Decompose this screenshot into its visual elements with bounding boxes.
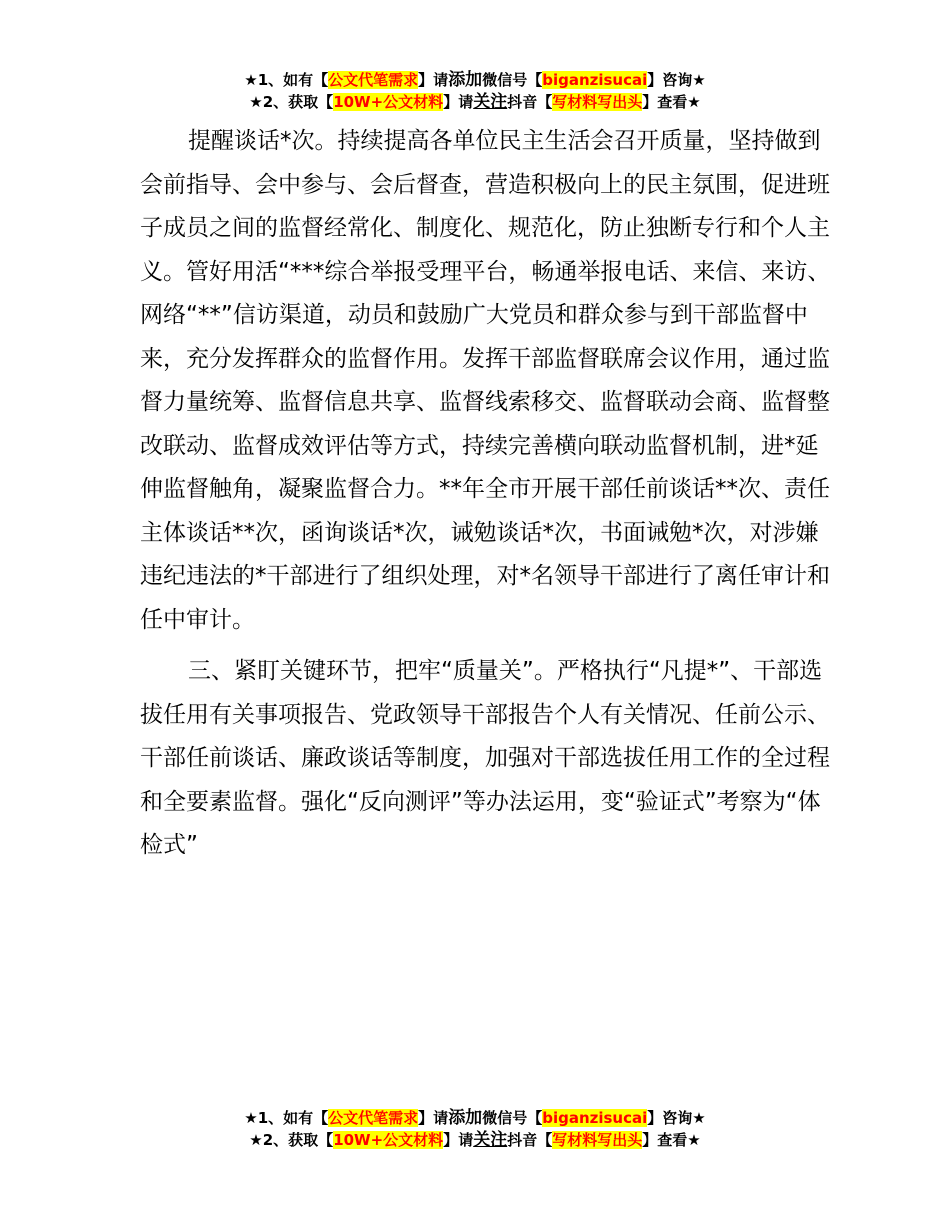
- header-line-2: [0, 91, 950, 113]
- footer-line-2-mid2: 抖音【: [507, 1131, 553, 1149]
- document-body: [140, 120, 840, 868]
- footer-line-1-mid1: 】请: [418, 1109, 449, 1127]
- footer-line-2-suffix: 】查看★: [642, 1131, 701, 1149]
- footer-line-1-emph: 添加: [448, 1108, 483, 1128]
- footer-line-1-highlight-wechat: biganzisucai: [542, 1109, 648, 1127]
- body-paragraph-2: 三、紧盯关键环节，把牢“质量关”。严格执行“凡提*”、干部选拔任用有关事项报告、党政领导干部报告个人有关情况、任前公示、干部任前谈话、廉政谈话等制度，加强对干部选拔任用工作的全过程和全要素监督。强化“反向测评”等办法运用，变“验证式”考察为“体检式”: [140, 658, 830, 858]
- header-line-2-mid2: 抖音【: [507, 93, 553, 111]
- footer-line-1-prefix: ★1、如有【: [244, 1109, 329, 1127]
- body-paragraph-1: 提醒谈话*次。持续提高各单位民主生活会召开质量，坚持做到会前指导、会中参与、会后督查，营造积极向上的民主氛围，促进班子成员之间的监督经常化、制度化、规范化，防止独断专行和个人主义。管好用活“***综合举报受理平台，畅通举报电话、来信、来访、网络“**”信访渠道，动员和鼓励广大党员和群众参与到干部监督中来，充分发挥群众的监督作用。发挥干部监督联席会议作用，通过监督力量统筹、监督信息共享、监督线索移交、监督联动会商、监督整改联动、监督成效评估等方式，持续完善横向联动监督机制，进*延伸监督触角，凝聚监督合力。**年全市开展干部任前谈话**次、责任主体谈话**次，函询谈话*次，诫勉谈话*次，书面诫勉*次，对涉嫌违纪违法的*干部进行了组织处理，对*名领导干部进行了离任审计和任中审计。: [140, 128, 831, 633]
- header-line-2-prefix: ★2、获取【: [249, 93, 334, 111]
- footer-line-1-suffix: 】咨询★: [647, 1109, 706, 1127]
- footer-line-2-highlight-douyin: 写材料写出头: [552, 1131, 643, 1149]
- header-line-1-prefix: ★1、如有【: [244, 71, 329, 89]
- footer-line-1-mid2: 微信号【: [482, 1109, 543, 1127]
- header-line-1-mid1: 】请: [418, 71, 449, 89]
- header-line-1-mid2: 微信号【: [482, 71, 543, 89]
- header-banner: [0, 69, 950, 113]
- header-line-2-mid1: 】请: [443, 93, 474, 111]
- footer-line-2: [0, 1129, 950, 1151]
- header-line-1-highlight-service: 公文代笔需求: [328, 71, 419, 89]
- footer-banner: [0, 1107, 950, 1151]
- footer-line-2-highlight-materials: 10W+公文材料: [333, 1131, 444, 1149]
- header-line-1: [0, 69, 950, 91]
- header-line-2-emph: 关注: [473, 92, 508, 112]
- footer-line-2-mid1: 】请: [443, 1131, 474, 1149]
- footer-line-2-prefix: ★2、获取【: [249, 1131, 334, 1149]
- header-line-2-highlight-materials: 10W+公文材料: [333, 93, 444, 111]
- footer-line-1: [0, 1107, 950, 1129]
- header-line-2-suffix: 】查看★: [642, 93, 701, 111]
- header-line-2-highlight-douyin: 写材料写出头: [552, 93, 643, 111]
- header-line-1-emph: 添加: [448, 70, 483, 90]
- footer-line-1-highlight-service: 公文代笔需求: [328, 1109, 419, 1127]
- footer-line-2-emph: 关注: [473, 1130, 508, 1150]
- header-line-1-highlight-wechat: biganzisucai: [542, 71, 648, 89]
- header-line-1-suffix: 】咨询★: [647, 71, 706, 89]
